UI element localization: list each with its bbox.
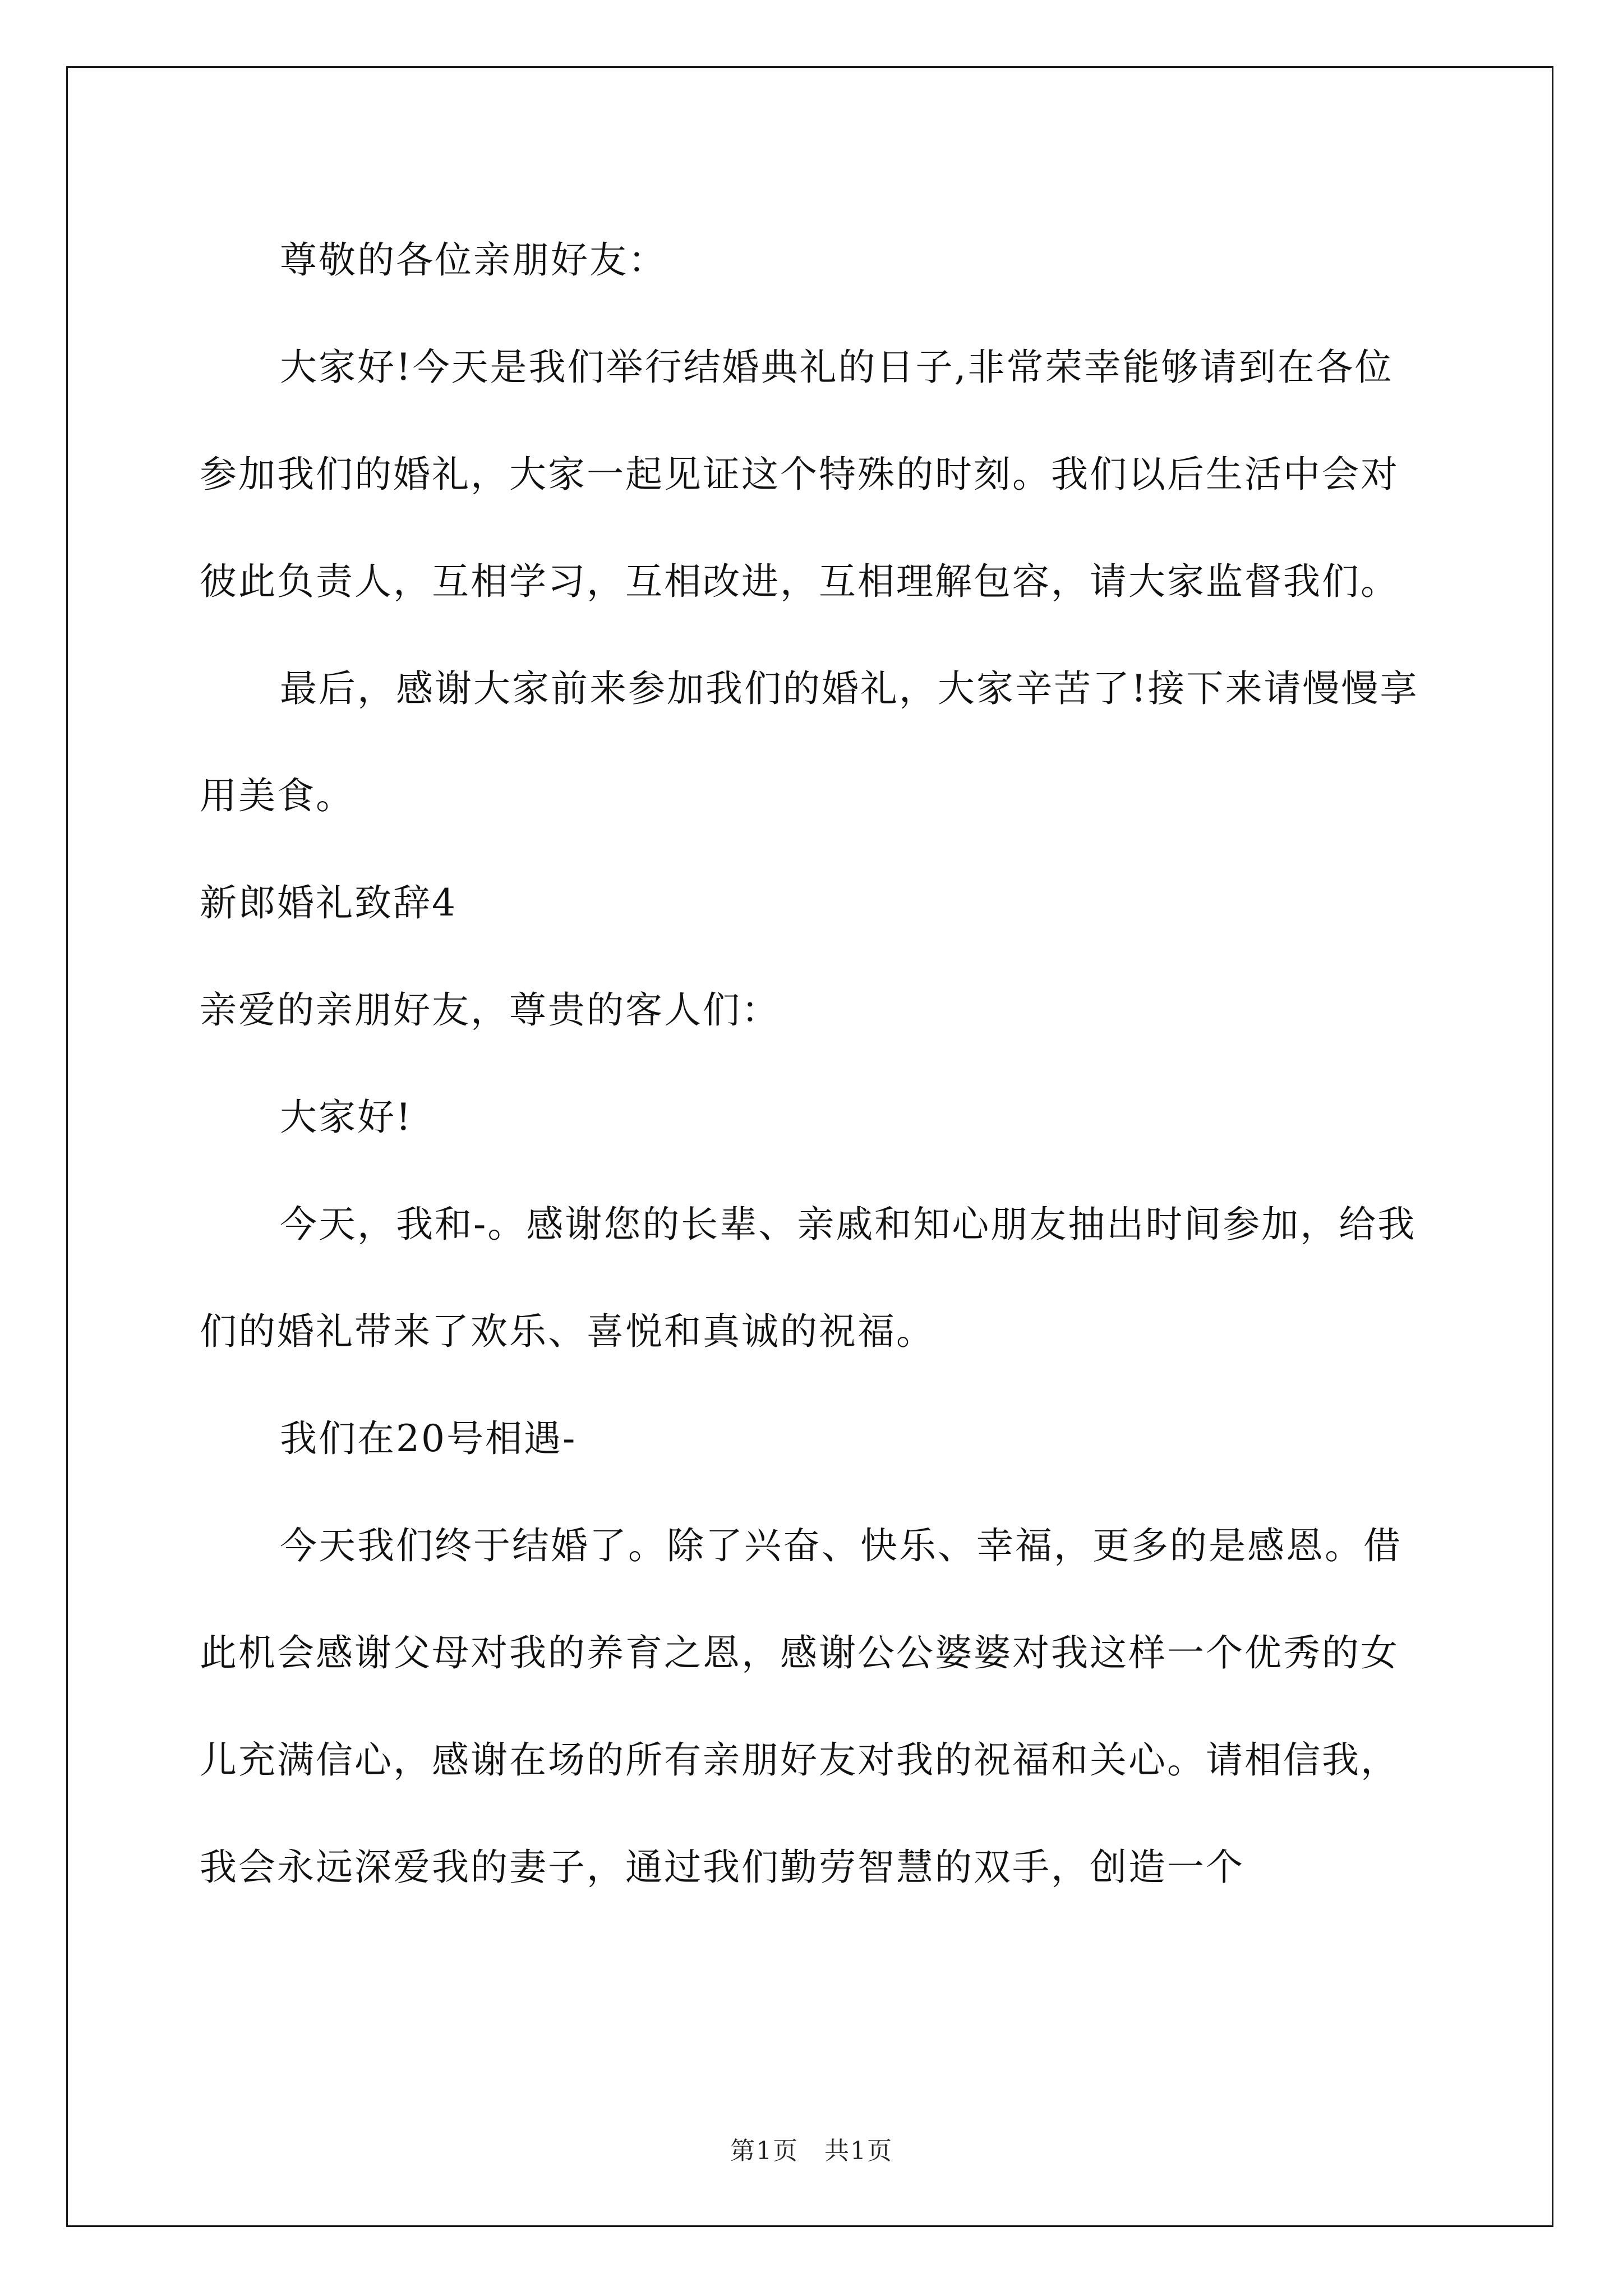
paragraph-hello: 大家好!: [280, 1096, 413, 1139]
paragraph-salutation: 亲爱的亲朋好友，尊贵的客人们：: [200, 988, 780, 1032]
paragraph-thanks: 今天，我和-。感谢您的长辈、亲戚和知心朋友抽出时间参加，给我们的婚礼带来了欢乐、喜悦和真诚的祝福。: [200, 1203, 1417, 1353]
paragraph-closing: 最后，感谢大家前来参加我们的婚礼，大家辛苦了!接下来请慢慢享用美食。: [200, 667, 1419, 817]
page-number-footer: 第1页 共1页: [730, 2137, 893, 2165]
paragraph-greeting: 尊敬的各位亲朋好友：: [280, 238, 667, 282]
paragraph-meeting: 我们在20号相遇-: [280, 1417, 577, 1460]
section-heading: 新郎婚礼致辞4: [200, 881, 457, 924]
paragraph-opening: 大家好!今天是我们举行结婚典礼的日子,非常荣幸能够请到在各位参加我们的婚礼，大家一起见证这个特殊的时刻。我们以后生活中会对彼此负责人，互相学习，互相改进，互相理解包容，请大家监督我们。: [200, 346, 1399, 603]
paragraph-gratitude: 今天我们终于结婚了。除了兴奋、快乐、幸福，更多的是感恩。借此机会感谢父母对我的养育之恩，感谢公公婆婆对我这样一个优秀的女儿充满信心，感谢在场的所有亲朋好友对我的祝福和关心。请相信我，我会永远深爱我的妻子，通过我们勤劳智慧的双手，创造一个: [200, 1524, 1402, 1889]
document-body: [200, 206, 1422, 1921]
